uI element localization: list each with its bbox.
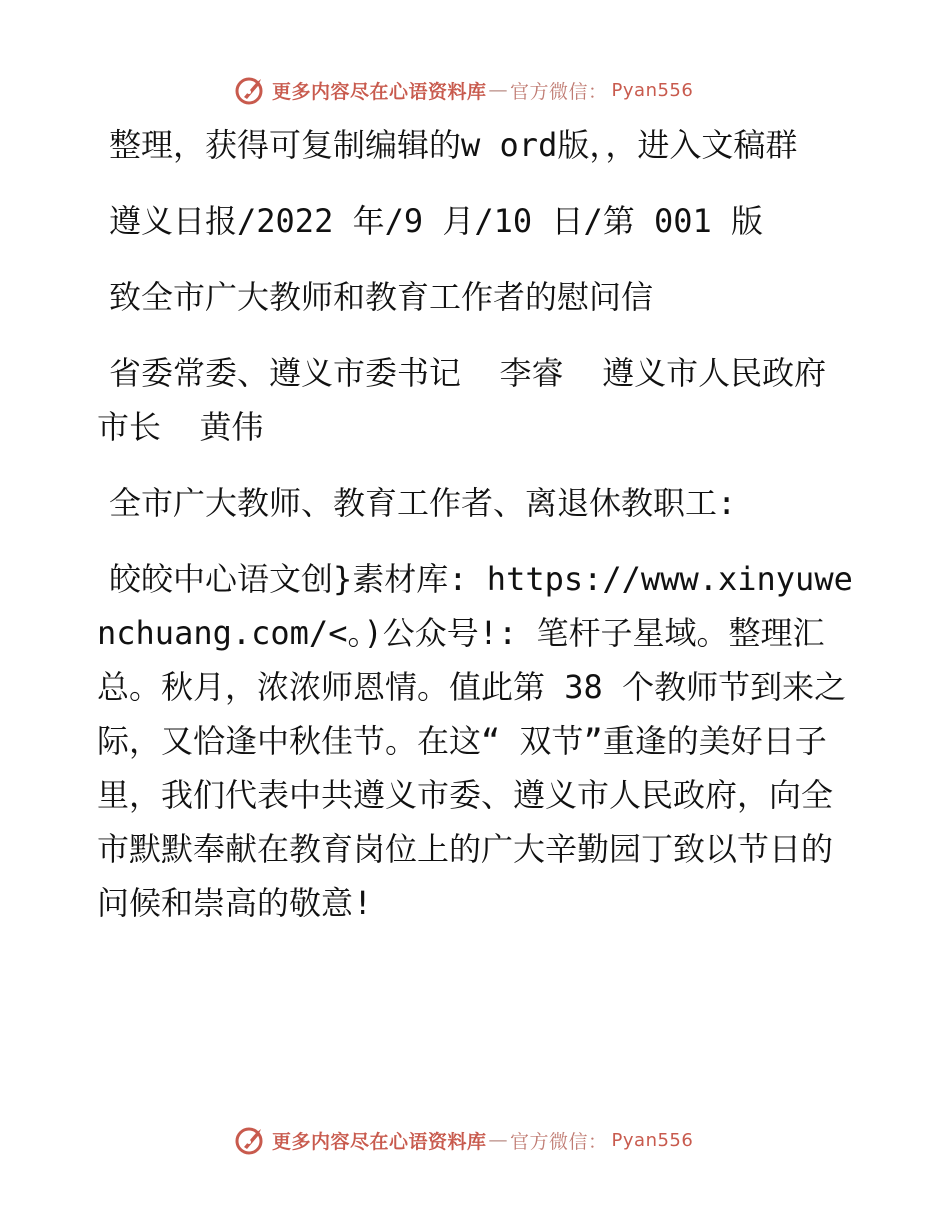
paragraph-intro: 整理，获得可复制编辑的w ord版，，进入文稿群	[109, 126, 798, 164]
footer-banner	[234, 1122, 693, 1158]
paragraph-signatories: 省委常委、遵义市委书记 李睿 遵义市人民政府市长 黄伟	[97, 354, 827, 446]
banner-brand-text: 更多内容尽在心语资料库	[272, 1130, 487, 1153]
banner-wechat-label: 官方微信：	[510, 80, 608, 103]
paragraph-source: 遵义日报/2022 年/9 月/10 日/第 001 版	[109, 202, 764, 240]
banner-wechat-handle: Pyan556	[611, 79, 694, 101]
banner-wechat-handle: Pyan556	[611, 1129, 694, 1151]
paragraph-salutation: 全市广大教师、教育工作者、离退休教职工:	[109, 484, 737, 522]
header-banner	[234, 72, 693, 108]
banner-wechat-label: 官方微信：	[510, 1130, 608, 1153]
banner-brand-text: 更多内容尽在心语资料库	[272, 80, 487, 103]
document-body	[97, 118, 857, 952]
pen-nib-logo-icon	[234, 73, 268, 107]
paragraph-main-text: 皎皎中心语文创}素材库: https://www.xinyuwenchuang.com/<。)公众号!: 笔杆子星域。整理汇总。秋月，浓浓师恩情。值此第 38 个教师节到来之际，又恰逢中秋佳节。在这“ 双节”重逢的美好日子里，我们代表中共遵义市委、遵义市人民政府，向全市默默奉献在教育岗位上的广大辛勤园丁致以节日的问候和崇高的敬意!	[97, 560, 853, 922]
pen-nib-logo-icon	[234, 1123, 268, 1157]
paragraph-title: 致全市广大教师和教育工作者的慰问信	[109, 278, 654, 316]
banner-dash: —	[488, 79, 509, 101]
banner-dash: —	[488, 1129, 509, 1151]
